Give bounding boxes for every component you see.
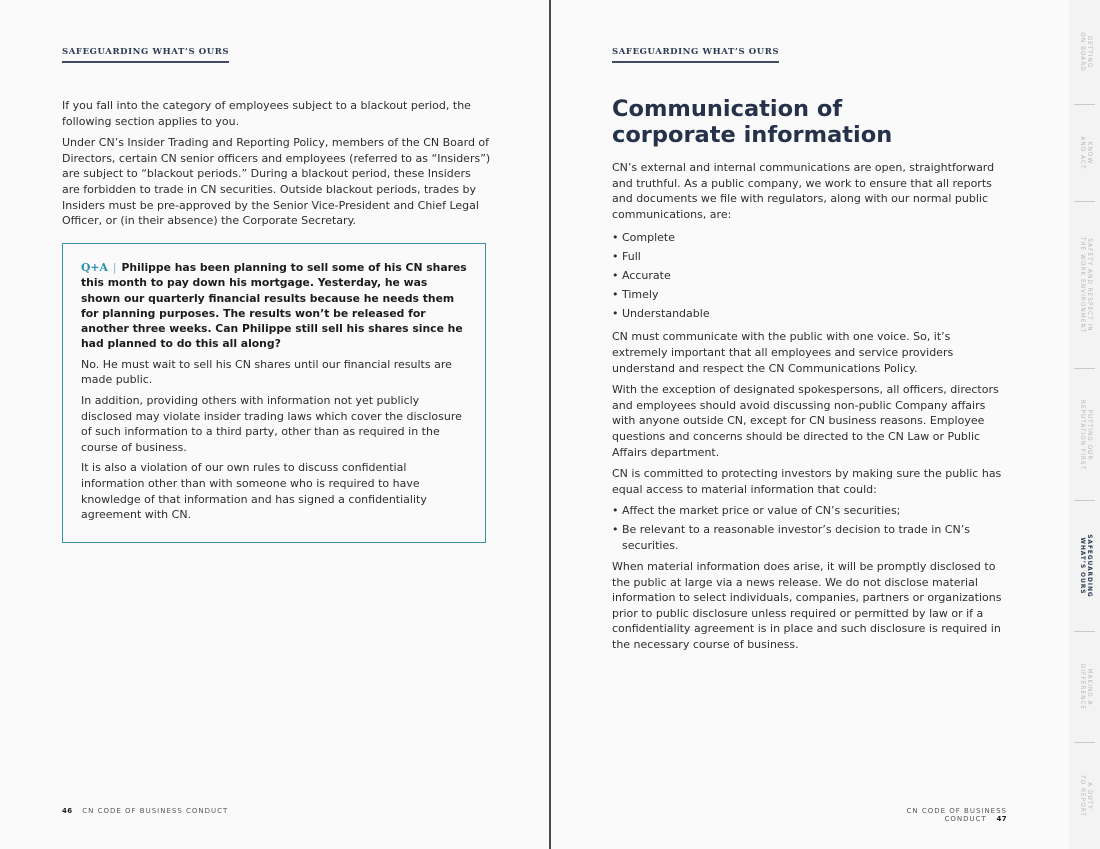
- communication-section: [612, 96, 1004, 659]
- qualities-list: [612, 228, 1004, 323]
- tab-a-duty-to-report[interactable]: [1069, 743, 1100, 849]
- footer-title: CN CODE OF BUSINESS CONDUCT: [82, 807, 229, 815]
- tab-making-a-difference[interactable]: [1069, 632, 1100, 742]
- qa-box: [62, 243, 486, 543]
- right-page: [551, 0, 1069, 849]
- disclosure-paragraph: When material information does arise, it will be promptly disclosed to the public at large via a news release. We do not disclose material information to select individuals, companies, partners or organizations prior to public disclosure unless required or permitted by law or if a confidentiality agreement is in place and such disclosure is required in the necessary course of business.: [612, 560, 1002, 652]
- left-footer: [62, 807, 228, 815]
- qa-answer: No. He must wait to sell his CN shares until our financial results are made public.: [81, 357, 452, 387]
- tab-safeguarding-whats-ours[interactable]: [1069, 501, 1100, 631]
- tab-getting-on-board[interactable]: [1069, 0, 1100, 104]
- section-tabs-sidebar: [1069, 0, 1100, 849]
- one-voice-paragraph: CN must communicate with the public with one voice. So, it’s extremely important that all employees and service providers understand and respect the CN Communications Policy.: [612, 330, 954, 375]
- list-item: • Complete: [612, 228, 1004, 247]
- material-info-list: [612, 503, 1004, 553]
- blackout-section: [62, 98, 492, 235]
- tab-label: PUTTING OUR REPUTATION FIRST: [1078, 399, 1092, 470]
- tab-safety-and-respect[interactable]: [1069, 202, 1100, 368]
- qa-question: Philippe has been planning to sell some of his CN shares this month to pay down his mortgage. Yesterday, he was shown our quarterly financial results because he needs them for planning purposes. The results won’t be released for another three weeks. Can Philippe still sell his shares since he had planned to do this all along?: [81, 261, 467, 351]
- list-item: • Timely: [612, 285, 1004, 304]
- section-label: SAFEGUARDING WHAT’S OURS: [612, 47, 779, 63]
- list-item: • Accurate: [612, 266, 1004, 285]
- section-label: SAFEGUARDING WHAT’S OURS: [62, 47, 229, 63]
- qa-answer: It is also a violation of our own rules to discuss confidential information other than with someone who is required to have knowledge of that information and has signed a confidentiality agreement with CN.: [81, 461, 427, 522]
- blackout-intro-paragraph: If you fall into the category of employees subject to a blackout period, the following section applies to you.: [62, 99, 471, 128]
- list-item: • Affect the market price or value of CN’s securities;: [612, 503, 1004, 519]
- page-title-line: Communication of: [612, 96, 843, 122]
- tab-label: A DUTY TO REPORT: [1078, 775, 1092, 817]
- list-item: • Full: [612, 247, 1004, 266]
- left-page: [0, 0, 549, 849]
- tab-label: KNOW AND ACT: [1078, 136, 1092, 170]
- tab-putting-our-reputation-first[interactable]: [1069, 369, 1100, 500]
- spokespersons-paragraph: With the exception of designated spokespersons, all officers, directors and employees should avoid discussing non-public Company affairs with anyone outside CN, except for CN business reasons. Employee questions and concerns should be directed to the CN Law or Public Affairs department.: [612, 383, 999, 459]
- page-title-line: corporate information: [612, 122, 893, 148]
- page-number: 47: [996, 815, 1007, 823]
- list-item: • Be relevant to a reasonable investor’s decision to trade in CN’s securities.: [612, 522, 1004, 553]
- qa-tag: Q+A: [81, 261, 108, 274]
- right-footer: [853, 807, 1007, 823]
- qa-question-block: [81, 260, 467, 352]
- qa-separator: |: [112, 261, 117, 274]
- qa-answer: In addition, providing others with information not yet publicly disclosed may violate insider trading laws which cover the disclosure of such information to a third party, other than as required in the course of business.: [81, 393, 462, 454]
- protecting-investors-paragraph: CN is committed to protecting investors by making sure the public has equal access to material information that could:: [612, 467, 1002, 496]
- tab-know-and-act[interactable]: [1069, 105, 1100, 201]
- tab-label: GETTING ON BOARD: [1078, 32, 1092, 72]
- tab-label: MAKING A DIFFERENCE: [1078, 663, 1092, 711]
- list-item: • Understandable: [612, 304, 1004, 323]
- footer-title: CN CODE OF BUSINESS CONDUCT: [906, 807, 1007, 823]
- page-title: [612, 96, 1004, 148]
- tab-label: SAFETY AND RESPECT IN THE WORK ENVIRONMENT: [1078, 236, 1092, 334]
- page-number: 46: [62, 807, 73, 815]
- insider-policy-paragraph: Under CN’s Insider Trading and Reporting Policy, members of the CN Board of Directors, certain CN senior officers and employees (referred to as “Insiders”) are subject to “blackout periods.” During a blackout period, these Insiders are forbidden to trade in CN securities. Outside blackout periods, trades by Insiders must be pre-approved by the Senior Vice-President and Chief Legal Officer, or (in their absence) the Corporate Secretary.: [62, 136, 491, 228]
- tab-label: SAFEGUARDING WHAT’S OURS: [1078, 534, 1092, 598]
- intro-paragraph: CN’s external and internal communications are open, straightforward and truthful. As a public company, we work to ensure that all reports and documents we file with regulators, along with our normal public communications, are:: [612, 161, 995, 221]
